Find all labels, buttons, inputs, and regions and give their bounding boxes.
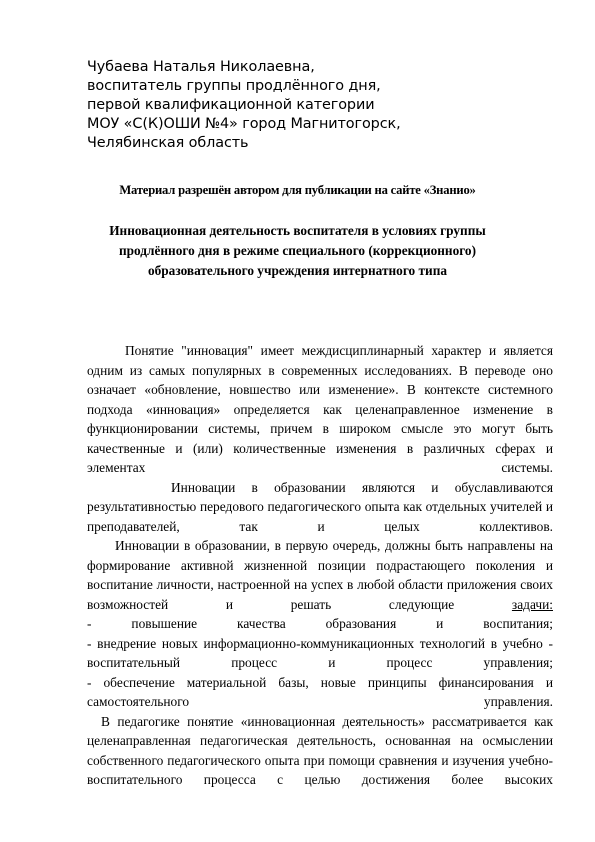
author-block [87,58,507,153]
author-region: Челябинская область [87,135,249,151]
list-item: - внедрение новых информационно-коммуникационных технологий в учебно - воспитательный процесс и процесс управления; [87,635,553,670]
author-category: первой квалификационной категории [87,97,375,113]
tasks-label: задачи: [511,596,553,612]
paragraph-4: В педагогике понятие «инновационная деятельность» рассматривается как целенаправленная педагогическая деятельность, основанная на осмыслении собственного педагогического опыта при помощи сравнения и изучения учебно-воспитательного процесса с целью достижения более высоких [87,713,553,787]
author-school: МОУ «С(К)ОШИ №4» город Магнитогорск, [87,116,401,132]
author-name: Чубаева Наталья Николаевна, [87,59,315,75]
paragraph-1: Понятие "инновация" имеет междисциплинарный характер и является одним из самых популярных в современных исследованиях. В переводе оно означает «обновление, новшество или изменение». В контексте системного подхода «инновация» определяется как целенаправленное изменение в функционировании системы, причем в широком смысле это могут быть качественные и (или) количественные изменения в различных сферах и элементах системы. [87,343,553,475]
title-line-2: продлённого дня в режиме специального (коррекционного) [118,243,477,258]
permission-note: Материал разрешён автором для публикации на сайте «Знанио» [119,183,476,197]
list-item: - обеспечение материальной базы, новые принципы финансирования и самостоятельного управления. [87,674,553,709]
paragraph-2: Инновации в образовании являются и обуславливаются результативностью передового педагогического опыта как отдельных учителей и преподавателей, так и целых коллективов. [87,479,553,534]
article-title [80,221,515,281]
title-line-3: образовательного учреждения интернатного типа [147,263,448,278]
list-item: - повышение качества образования и воспитания; [87,616,553,631]
paragraph-3-text: Инновации в образовании, в первую очередь, должны быть направлены на формирование активной жизненной позиции подрастающего поколения и воспитание личности, настроенной на успех в любой области приложения своих возможностей и решать следующие [87,538,553,612]
author-position: воспитатель группы продлённого дня, [87,78,381,94]
title-line-1: Инновационная деятельность воспитателя в условиях группы [109,223,486,238]
article-body [87,341,553,790]
paragraph-3 [87,536,553,614]
